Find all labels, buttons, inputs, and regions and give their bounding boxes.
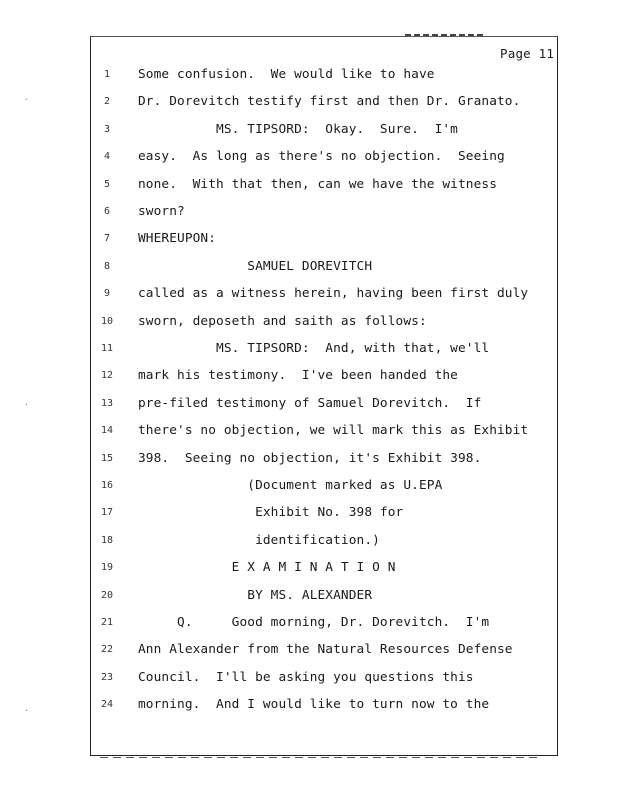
transcript-line: E X A M I N A T I O N (138, 560, 396, 576)
transcript-line: Council. I'll be asking you questions this (138, 669, 474, 685)
scan-speck: · (24, 400, 29, 409)
line-number: 19 (100, 562, 114, 574)
transcript-line: mark his testimony. I've been handed the (138, 368, 458, 384)
line-number: 6 (103, 206, 111, 217)
scan-artifact-bottom (100, 757, 540, 758)
line-number: 4 (103, 151, 111, 163)
line-number: 1 (103, 69, 111, 80)
line-number: 17 (100, 507, 114, 519)
line-number: 12 (100, 370, 114, 382)
transcript-line: MS. TIPSORD: Okay. Sure. I'm (138, 121, 458, 137)
transcript-line: Dr. Dorevitch testify first and then Dr. Granato. (138, 94, 521, 110)
transcript-line: pre-filed testimony of Samuel Dorevitch. If (138, 395, 482, 411)
page-number: Page 11 (500, 46, 555, 61)
transcript-line: 398. Seeing no objection, it's Exhibit 398. (138, 450, 482, 466)
transcript-line: none. With that then, can we have the witness (138, 176, 498, 192)
line-number: 3 (103, 123, 111, 135)
transcript-line: called as a witness herein, having been first duly (138, 286, 529, 302)
scan-speck: · (24, 95, 29, 104)
line-number: 9 (103, 288, 111, 300)
transcript-line: Some confusion. We would like to have (138, 67, 435, 82)
transcript-line: Q. Good morning, Dr. Dorevitch. I'm (138, 615, 490, 630)
transcript-line: (Document marked as U.EPA (138, 478, 443, 493)
line-number: 14 (100, 425, 114, 437)
line-number: 23 (100, 671, 114, 683)
line-number: 5 (103, 178, 111, 190)
transcript-line: SAMUEL DOREVITCH (138, 258, 373, 274)
transcript-line: sworn, deposeth and saith as follows: (138, 313, 427, 329)
transcript-line: morning. And I would like to turn now to the (138, 697, 490, 713)
line-number: 16 (100, 480, 114, 491)
transcript-line: WHEREUPON: (138, 231, 217, 247)
transcript-line: MS. TIPSORD: And, with that, we'll (138, 341, 490, 356)
line-number: 21 (100, 617, 114, 628)
transcript-line: easy. As long as there's no objection. Seeing (138, 149, 505, 165)
line-number: 10 (100, 315, 114, 327)
transcript-line: BY MS. ALEXANDER (138, 587, 373, 603)
line-number: 13 (100, 397, 114, 409)
scan-speck: · (24, 706, 29, 715)
line-number: 2 (103, 96, 111, 108)
transcript-line: there's no objection, we will mark this as Exhibit (138, 423, 529, 439)
line-number: 24 (100, 699, 114, 711)
line-number: 18 (100, 534, 114, 546)
transcript-line: identification.) (138, 532, 380, 548)
transcript-line: Exhibit No. 398 for (138, 505, 404, 521)
transcript-line: sworn? (138, 204, 185, 219)
line-number: 22 (100, 644, 114, 656)
line-number: 15 (100, 452, 114, 464)
line-number: 20 (100, 589, 114, 601)
line-number: 7 (103, 233, 111, 245)
transcript-line: Ann Alexander from the Natural Resources Defense (138, 642, 513, 658)
line-number: 8 (103, 260, 111, 272)
line-number: 11 (100, 343, 114, 354)
